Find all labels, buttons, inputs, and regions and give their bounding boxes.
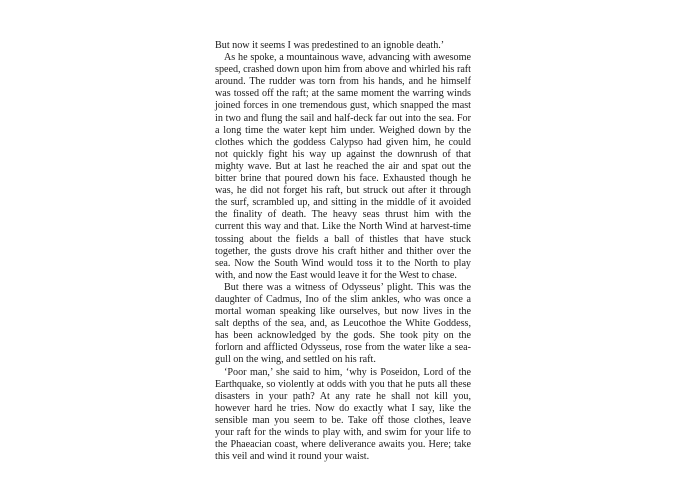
paragraph-3: But there was a witness of Odysseus’ plight. This was the daughter of Cadmus, Ino of the slim ankles, who was once a mortal woman speaking like ourselves, but now lives in the salt depths of the sea, and, as Leucothoe the White Goddess, has been acknowledged by the gods. She took pity on the forlorn and afflicted Odysseus, rose from the water like a sea-gull on the wing, and settled on his raft. [215, 281, 471, 366]
paragraph-2: As he spoke, a mountainous wave, advancing with awesome speed, crashed down upon him from above and whirled his raft around. The rudder was torn from his hands, and he himself was tossed off the raft; at the same moment the warring winds joined forces in one tremendous gust, which snapped the mast in two and flung the sail and half-deck far out into the sea. For a long time the water kept him under. Weighed down by the clothes which the goddess Calypso had given him, he could not quickly fight his way up against the downrush of that mighty wave. But at last he reached the air and spat out the bitter brine that poured down his face. Exhausted though he was, he did not forget his raft, but struck out after it through the surf, scrambled up, and sitting in the middle of it avoided the finality of death. The heavy seas thrust him with the current this way and that. Like the North Wind at harvest-time tossing about the fields a ball of thistles that have stuck together, the gusts drove his craft hither and thither over the sea. Now the South Wind would toss it to the North to play with, and now the East would leave it for the West to chase. [215, 52, 471, 281]
paragraph-4: ‘Poor man,’ she said to him, ‘why is Poseidon, Lord of the Earthquake, so violently at odds with you that he puts all these disasters in your path? At any rate he shall not kill you, however hard he tries. Now do exactly what I say, like the sensible man you seem to be. Take off those clothes, leave your raft for the winds to play with, and swim for your life to the Phaeacian coast, where deliverance awaits you. Here; take this veil and wind it round your waist. [215, 366, 471, 463]
paragraph-1: But now it seems I was predestined to an ignoble death.’ [215, 40, 445, 51]
book-page [215, 40, 471, 463]
